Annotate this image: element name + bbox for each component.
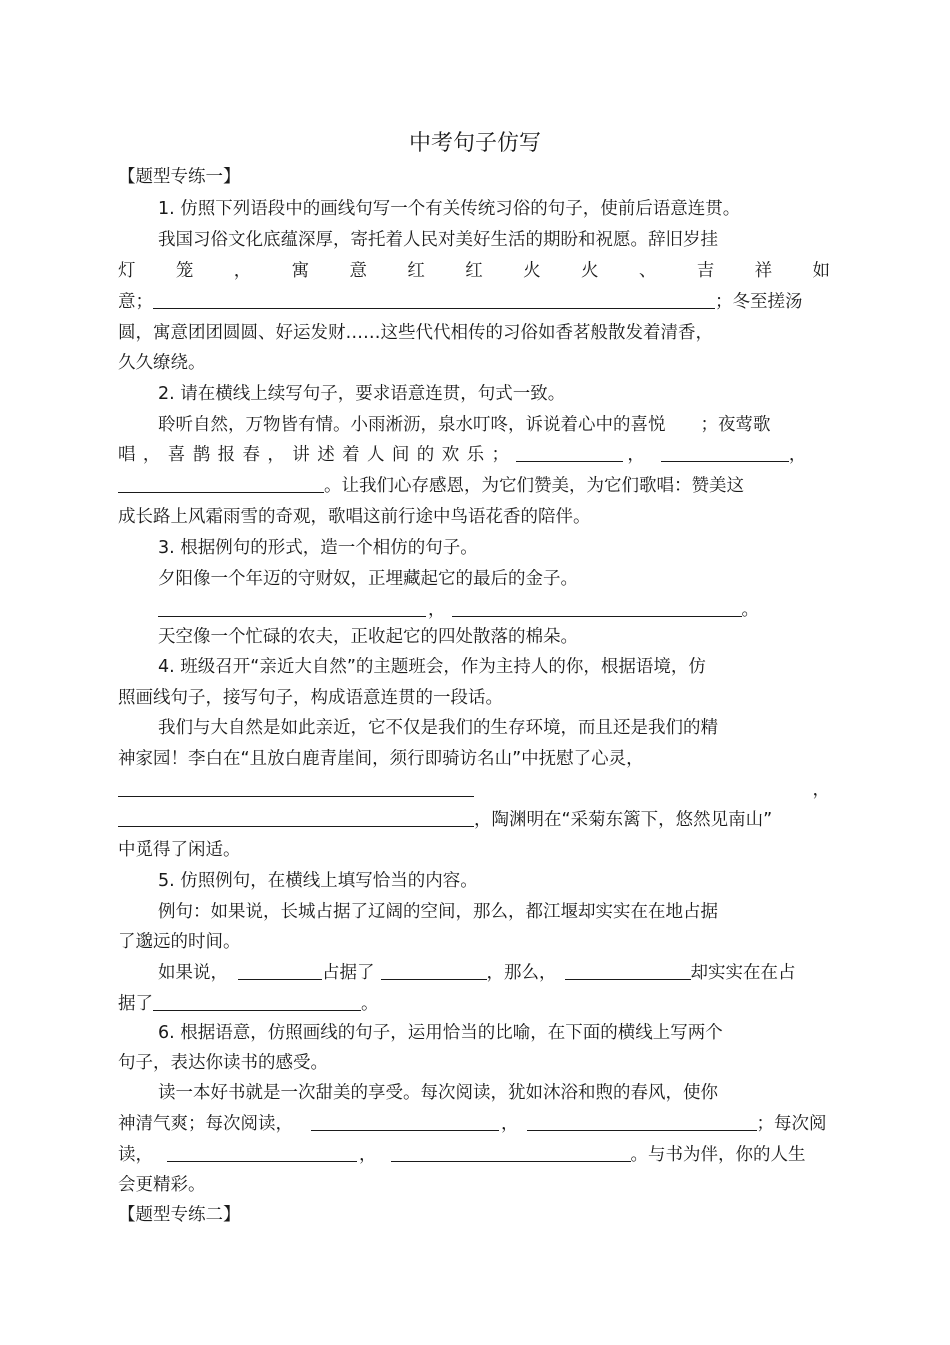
q4-line-3: ， — [118, 775, 830, 805]
q1-prompt: 1. 仿照下列语段中的画线句写一个有关传统习俗的句子，使前后语意连贯。 — [158, 199, 741, 219]
q2-line-4: 成长路上风霜雨雪的奇观，歌唱这前行途中鸟语花香的陪伴。 — [118, 507, 591, 527]
q1-char: 、 — [638, 261, 657, 281]
q1-line-4: 圆，寓意团团圆圆、好运发财……这些代代相传的习俗如香茗般散发着清香， — [118, 323, 713, 343]
q5-answer-blank-2[interactable] — [381, 959, 487, 980]
q1-char: 意 — [349, 261, 367, 281]
q6-line-2: 神清气爽；每次阅读， ， ；每次阅 — [118, 1109, 830, 1139]
q1-char: ， — [233, 261, 252, 281]
q4-answer-blank-2[interactable] — [118, 806, 474, 827]
q3-answer-blank-2[interactable] — [452, 596, 742, 617]
q5-fill-line-2: 据了 。 — [118, 989, 830, 1019]
section-heading-2: 【题型专练二】 — [118, 1205, 241, 1225]
q6-line-3: 读， ， 。与书为伴，你的人生 — [118, 1140, 830, 1170]
q6-line-1: 读一本好书就是一次甜美的享受。每次阅读，犹如沐浴和煦的春风，使你 — [158, 1083, 718, 1103]
q5-answer-blank-3[interactable] — [565, 959, 691, 980]
q1-answer-blank[interactable] — [153, 288, 715, 309]
q6-answer-blank-4[interactable] — [391, 1141, 631, 1162]
q6-prompt-1: 6. 根据语意，仿照画线的句子，运用恰当的比喻，在下面的横线上写两个 — [158, 1023, 723, 1043]
q2-line-2: 唱，喜鹊报春，讲述着人间的欢乐； ， ， — [118, 440, 830, 470]
q1-char: 灯 — [118, 261, 136, 281]
q5-fill-line: 如果说， 占据了 ，那么， 却实实在在占 — [158, 958, 830, 988]
q1-char: 火 — [523, 261, 541, 281]
q5-example-2: 了邈远的时间。 — [118, 932, 241, 952]
q3-answer-blank-1[interactable] — [158, 596, 426, 617]
q3-answer-line: ， 。 — [158, 595, 830, 625]
q5-answer-blank-1[interactable] — [238, 959, 322, 980]
q4-line-4: ，陶渊明在“采菊东篱下，悠然见南山” — [118, 805, 830, 835]
q1-char: 火 — [581, 261, 599, 281]
q4-line-1: 我们与大自然是如此亲近，它不仅是我们的生存环境，而且还是我们的精 — [158, 718, 718, 738]
q1-char: 红 — [465, 261, 483, 281]
q5-answer-blank-4[interactable] — [153, 990, 361, 1011]
section-heading-1: 【题型专练一】 — [118, 167, 241, 187]
q6-line-4: 会更精彩。 — [118, 1175, 206, 1195]
q2-prompt: 2. 请在横线上续写句子，要求语意连贯，句式一致。 — [158, 384, 566, 404]
q2-answer-blank-1[interactable] — [516, 441, 623, 462]
q1-char: 笼 — [175, 261, 194, 281]
q1-char: 祥 — [754, 261, 773, 281]
q6-answer-blank-1[interactable] — [311, 1110, 499, 1131]
q1-char: 寓 — [291, 261, 310, 281]
q5-prompt: 5. 仿照例句，在横线上填写恰当的内容。 — [158, 871, 478, 891]
q3-answer: 天空像一个忙碌的农夫，正收起它的四处散落的棉朵。 — [158, 627, 578, 647]
q3-example: 夕阳像一个年迈的守财奴，正埋藏起它的最后的金子。 — [158, 569, 578, 589]
q2-line-1: 聆听自然，万物皆有情。小雨淅沥，泉水叮咚，诉说着心中的喜悦 ；夜莺歌 — [158, 415, 771, 435]
q1-line-5: 久久缭绕。 — [118, 353, 206, 373]
q6-prompt-2: 句子，表达你读书的感受。 — [118, 1053, 328, 1073]
q5-example-1: 例句：如果说，长城占据了辽阔的空间，那么，都江堰却实实在在地占据 — [158, 902, 718, 922]
q1-line-2 — [118, 256, 830, 286]
q1-line-3: 意； ；冬至搓汤 — [118, 287, 830, 317]
q4-line-5: 中觅得了闲适。 — [118, 840, 241, 860]
q4-prompt-1: 4. 班级召开“亲近大自然”的主题班会，作为主持人的你，根据语境，仿 — [158, 657, 706, 677]
q4-line-2: 神家园！李白在“且放白鹿青崖间，须行即骑访名山”中抚慰了心灵， — [118, 749, 644, 769]
q4-answer-blank-1[interactable] — [118, 776, 474, 797]
q2-line-3: 。让我们心存感恩，为它们赞美，为它们歌唱：赞美这 — [118, 471, 830, 501]
q4-prompt-2: 照画线句子，接写句子，构成语意连贯的一段话。 — [118, 688, 503, 708]
q2-answer-blank-2[interactable] — [661, 441, 789, 462]
q1-char: 如 — [812, 261, 830, 281]
q1-char: 红 — [407, 261, 425, 281]
q3-prompt: 3. 根据例句的形式，造一个相仿的句子。 — [158, 538, 478, 558]
q1-line-1: 我国习俗文化底蕴深厚，寄托着人民对美好生活的期盼和祝愿。辞旧岁挂 — [158, 230, 718, 250]
q2-answer-blank-3[interactable] — [118, 472, 324, 493]
page-title: 中考句子仿写 — [408, 131, 541, 156]
q1-char: 吉 — [696, 261, 715, 281]
q6-answer-blank-3[interactable] — [167, 1141, 357, 1162]
q6-answer-blank-2[interactable] — [527, 1110, 757, 1131]
